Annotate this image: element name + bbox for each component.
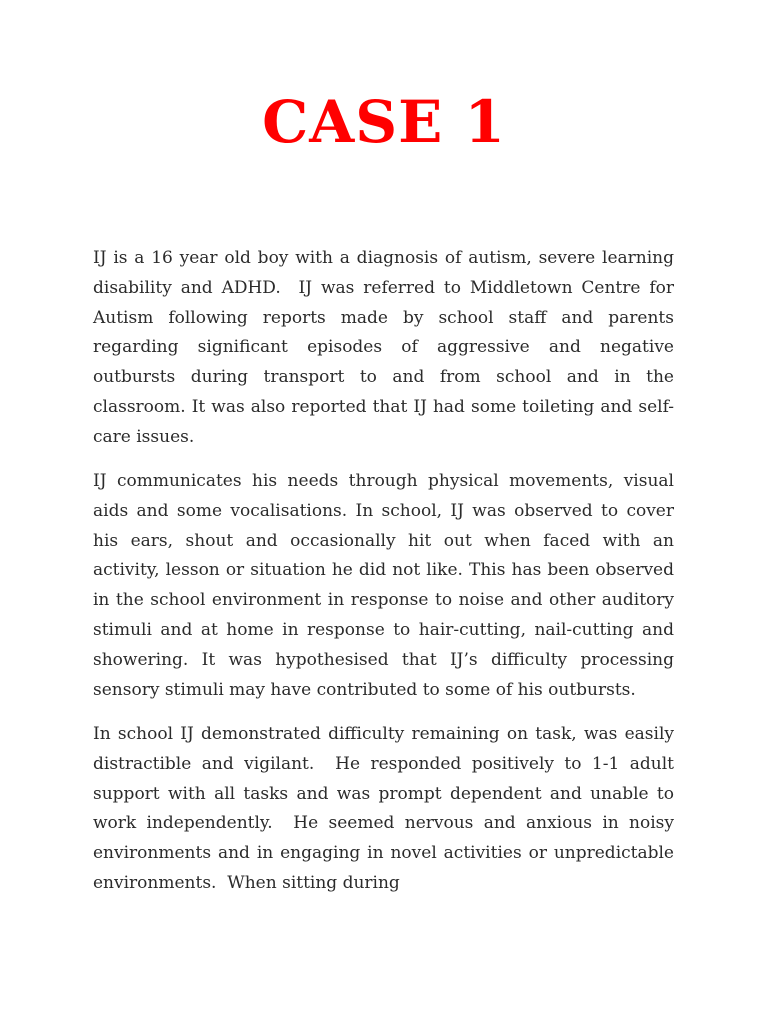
page-title: CASE 1	[262, 88, 506, 156]
paragraph-2: IJ communicates his needs through physical movements, visual aids and some vocalisations. In school, IJ was observed to cover his ears, shout and occasionally hit out when faced with an activity, lesson or situation he did not like. This has been observed in the school environment in response to noise and other auditory stimuli and at home in response to hair-cutting, nail-cutting and showering. It was hypothesised that IJ’s difficulty processing sensory stimuli may have contributed to some of his outbursts.	[93, 471, 680, 700]
body-text	[93, 244, 680, 913]
paragraph-3: In school IJ demonstrated difficulty remaining on task, was easily distractible and vigilant. He responded positively to 1-1 adult support with all tasks and was prompt dependent and unable to work independently. He seemed nervous and anxious in noisy environments and in engaging in novel activities or unpredictable environments. When sitting during	[93, 723, 680, 893]
paragraph-1: IJ is a 16 year old boy with a diagnosis of autism, severe learning disability and ADHD. IJ was referred to Middletown Centre for Autism following reports made by school staff and parents regarding significant episodes of aggressive and negative outbursts during transport to and from school and in the classroom. It was also reported that IJ had some toileting and self-care issues.	[93, 248, 680, 447]
